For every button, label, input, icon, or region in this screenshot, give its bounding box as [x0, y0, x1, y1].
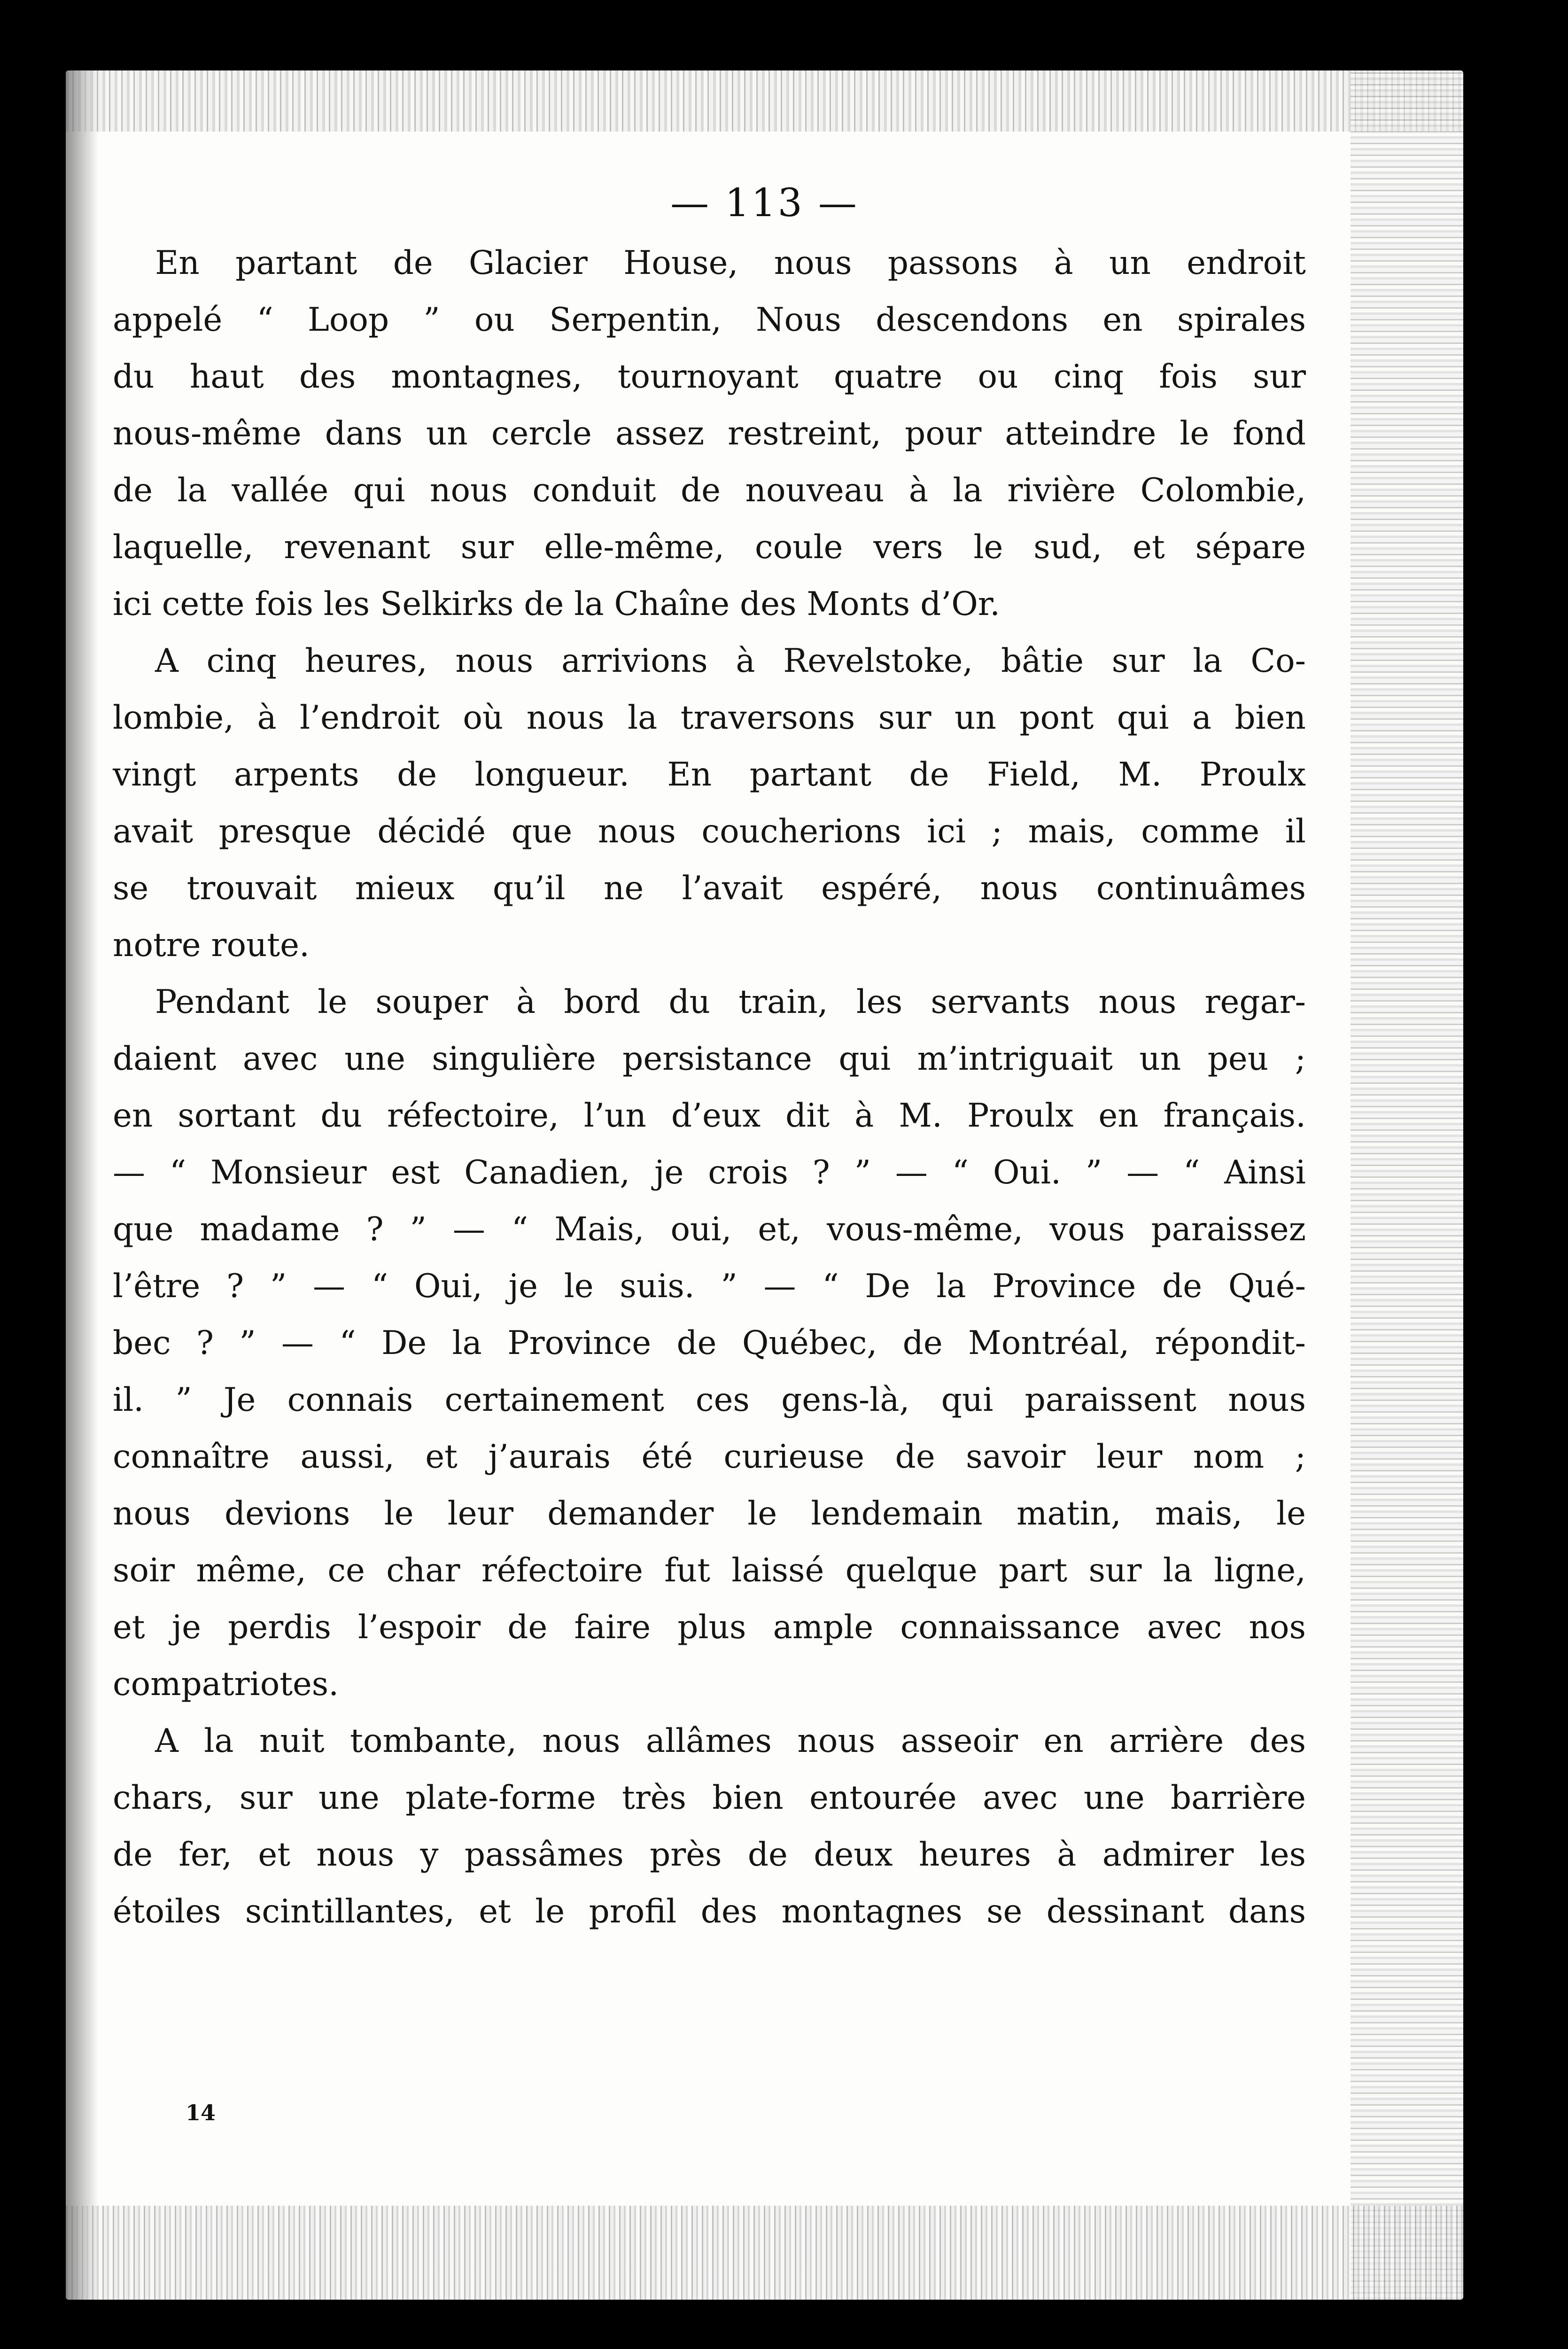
text-line: connaître aussi, et j’aurais été curieuse de savoir leur nom ;: [113, 1438, 1306, 1476]
text-line: étoiles scintillantes, et le profil des montagnes se dessinant dans: [113, 1893, 1306, 1930]
text-line: l’être ? ” — “ Oui, je le suis. ” — “ De la Province de Qué-: [113, 1268, 1306, 1305]
text-line: A la nuit tombante, nous allâmes nous asseoir en arrière des: [155, 1722, 1306, 1760]
text-line: en sortant du réfectoire, l’un d’eux dit à M. Proulx en français.: [113, 1097, 1306, 1135]
text-line: daient avec une singulière persistance qui m’intriguait un peu ;: [113, 1040, 1306, 1078]
text-line: nous devions le leur demander le lendemain matin, mais, le: [113, 1495, 1306, 1532]
page-edge-bottom: [66, 2206, 1463, 2300]
text-line: et je perdis l’espoir de faire plus ample connaissance avec nos: [113, 1609, 1306, 1646]
page-edge-left: [66, 70, 99, 2300]
body-text: [113, 235, 1306, 1940]
text-line: avait presque décidé que nous coucherions ici ; mais, comme il: [113, 813, 1306, 850]
text-line: que madame ? ” — “ Mais, oui, et, vous-même, vous paraissez: [113, 1211, 1306, 1248]
page-number: — 113 —: [670, 181, 859, 226]
text-line: bec ? ” — “ De la Province de Québec, de Montréal, répondit-: [113, 1324, 1306, 1362]
text-line: notre route.: [113, 926, 310, 964]
text-line: A cinq heures, nous arrivions à Revelstoke, bâtie sur la Co-: [155, 642, 1306, 680]
text-line: appelé “ Loop ” ou Serpentin, Nous descendons en spirales: [113, 301, 1306, 339]
text-line: En partant de Glacier House, nous passons à un endroit: [155, 244, 1306, 282]
page-edge-right: [1351, 70, 1463, 2300]
text-line: chars, sur une plate-forme très bien entourée avec une barrière: [113, 1779, 1306, 1817]
text-line: compatriotes.: [113, 1665, 339, 1703]
page-edge-top: [66, 70, 1463, 132]
text-line: — “ Monsieur est Canadien, je crois ? ” — “ Oui. ” — “ Ainsi: [113, 1154, 1306, 1191]
text-line: lombie, à l’endroit où nous la traversons sur un pont qui a bien: [113, 699, 1306, 737]
text-line: se trouvait mieux qu’il ne l’avait espéré, nous continuâmes: [113, 870, 1306, 907]
signature-mark: 14: [186, 2100, 216, 2125]
text-line: Pendant le souper à bord du train, les servants nous regar-: [155, 983, 1306, 1021]
text-line: nous-même dans un cercle assez restreint, pour atteindre le fond: [113, 415, 1306, 452]
text-line: ici cette fois les Selkirks de la Chaîne des Monts d’Or.: [113, 585, 1001, 623]
text-line: du haut des montagnes, tournoyant quatre ou cinq fois sur: [113, 358, 1306, 396]
text-line: il. ” Je connais certainement ces gens-là, qui paraissent nous: [113, 1381, 1306, 1419]
text-line: vingt arpents de longueur. En partant de Field, M. Proulx: [113, 756, 1306, 793]
text-line: laquelle, revenant sur elle-même, coule vers le sud, et sépare: [113, 529, 1306, 566]
text-line: de la vallée qui nous conduit de nouveau à la rivière Colombie,: [113, 472, 1306, 509]
text-line: de fer, et nous y passâmes près de deux heures à admirer les: [113, 1836, 1306, 1874]
text-line: soir même, ce char réfectoire fut laissé quelque part sur la ligne,: [113, 1552, 1306, 1589]
book-page: [66, 70, 1463, 2300]
